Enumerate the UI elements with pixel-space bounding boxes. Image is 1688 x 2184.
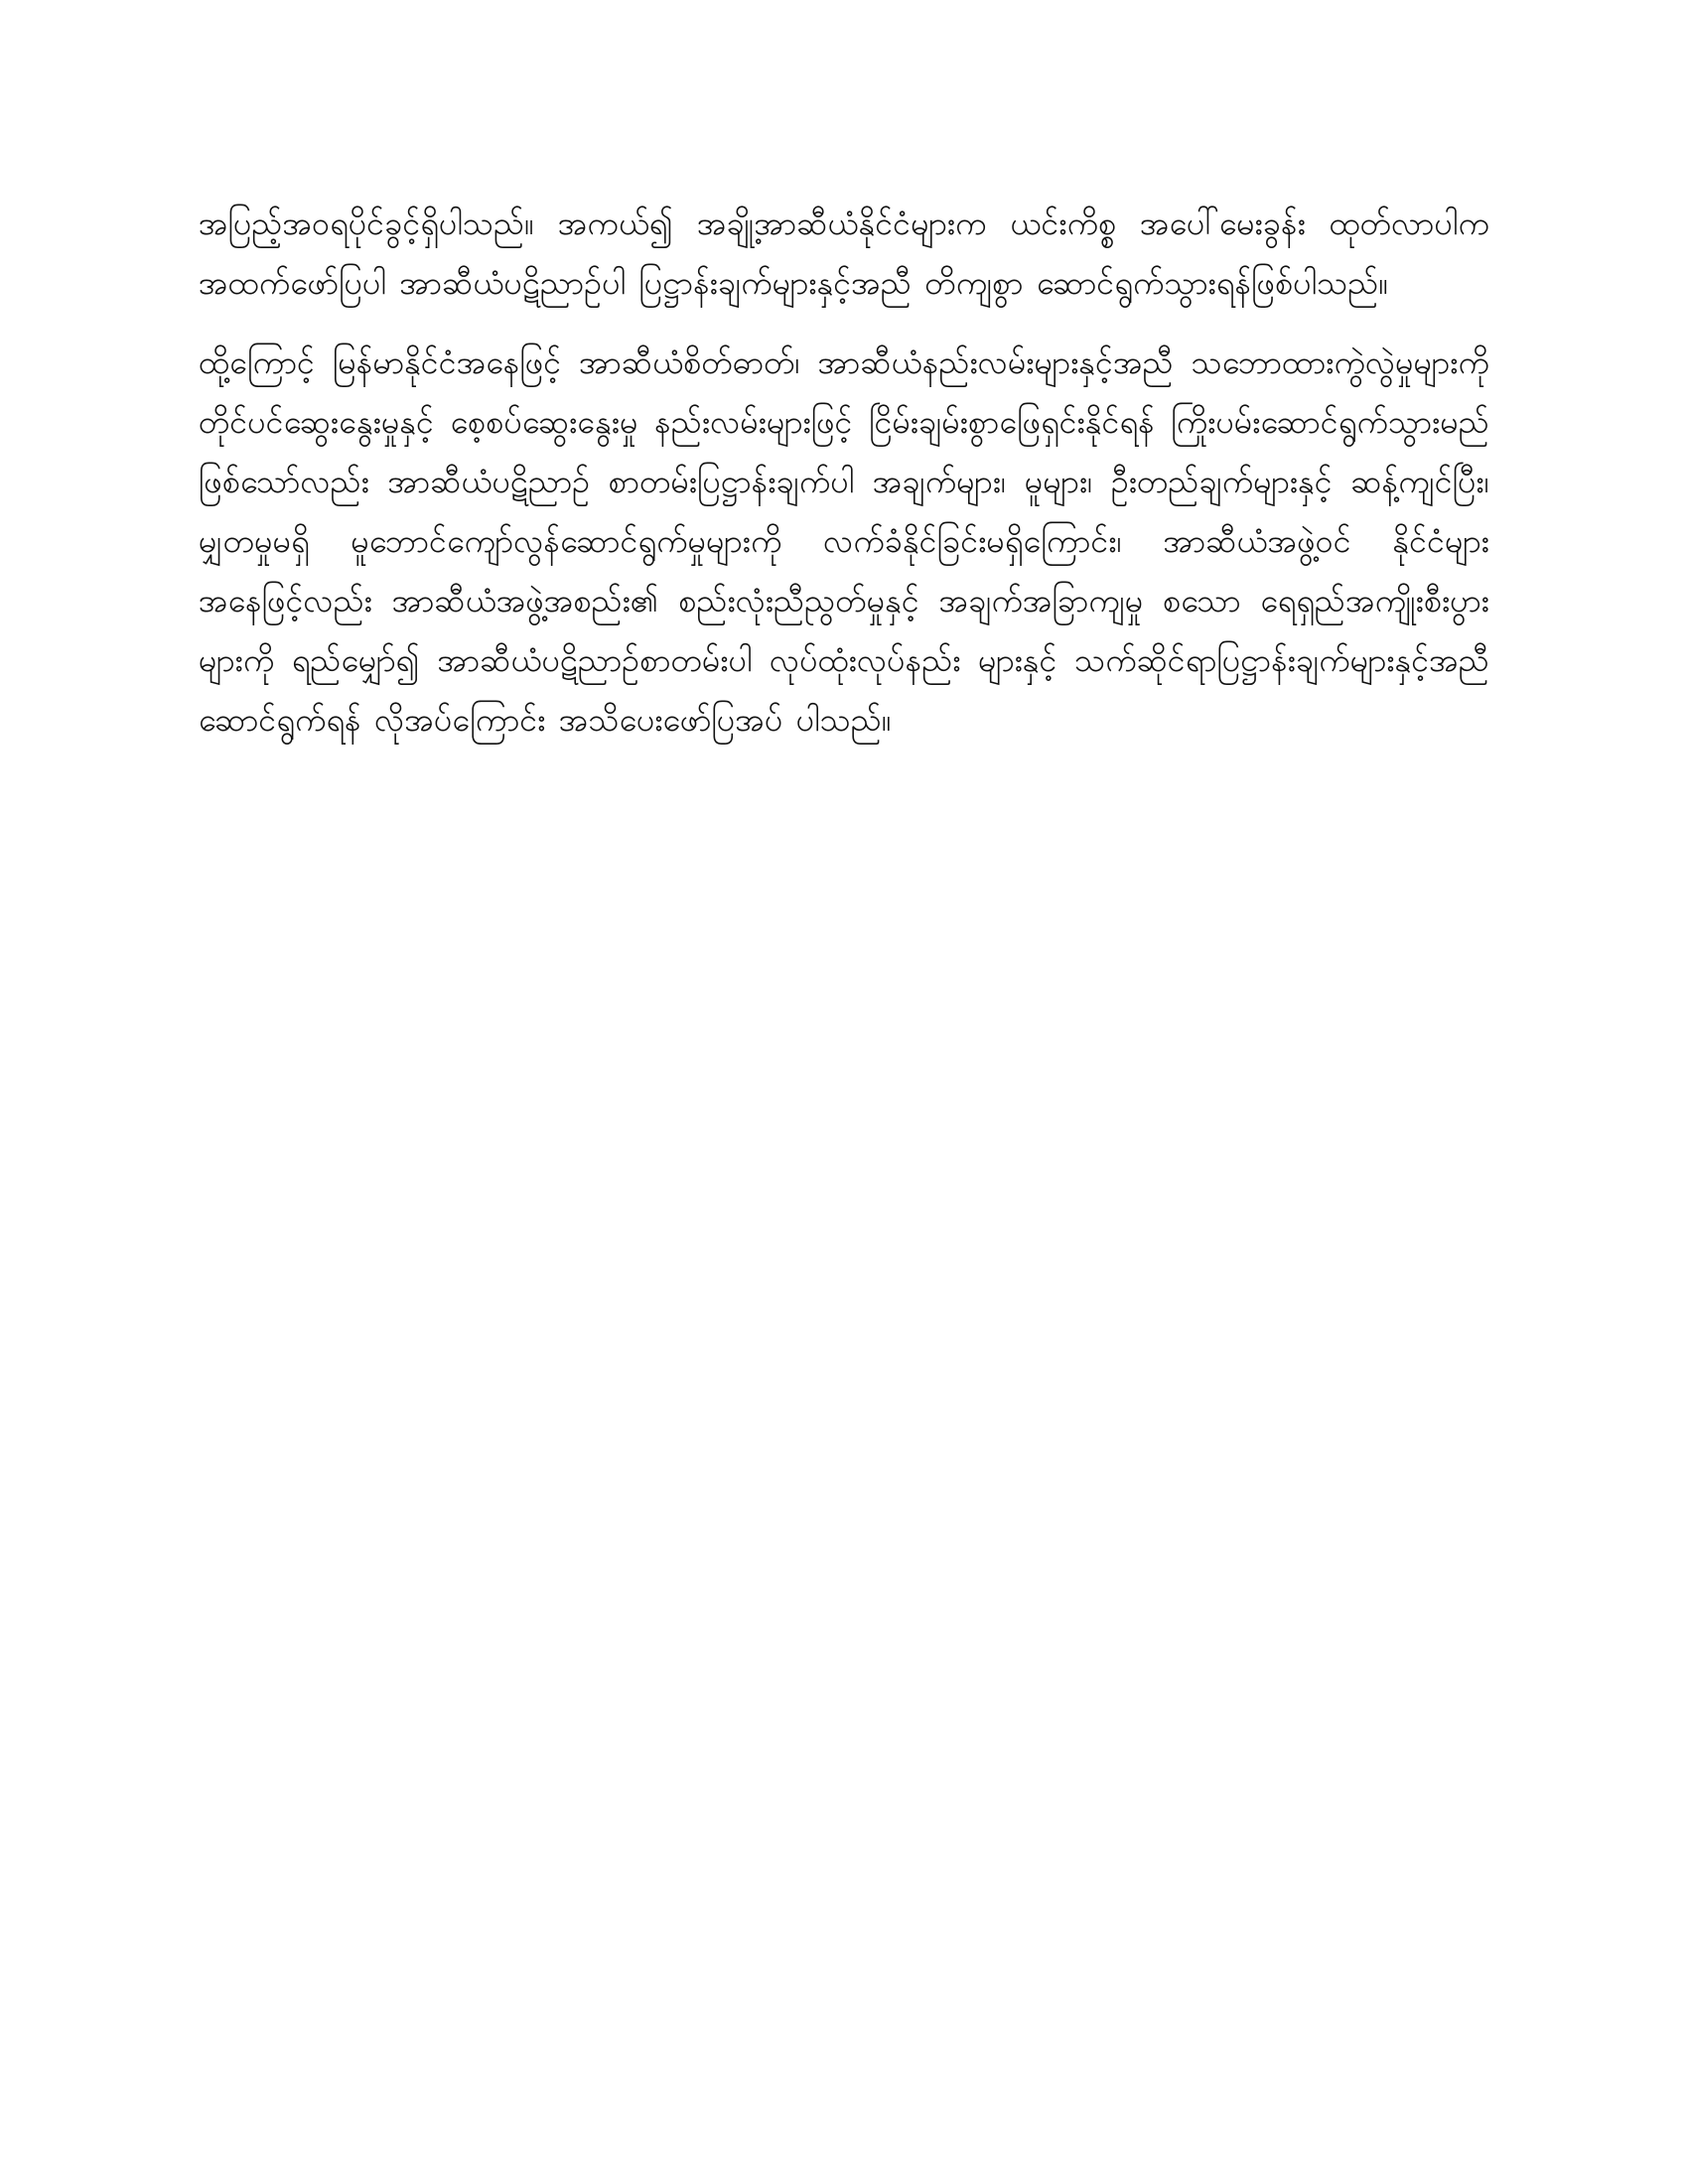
paragraph-1: အပြည့်အဝရပိုင်ခွင့်ရှိပါသည်။ အကယ်၍ အချို့အာဆီယံနိုင်ငံများက ယင်းကိစ္စ အပေါ်မေးခွန်း ထုတ်လာပါက အထက်ဖော်ပြပါ အာဆီယံပဋိညာဉ်ပါ ပြဋ္ဌာန်းချက်များနှင့်အညီ တိကျစွာ ဆောင်ရွက်သွားရန်ဖြစ်ပါသည်။ <box>199 205 1489 302</box>
document-body <box>199 194 1489 750</box>
paragraph-2: ထို့ကြောင့် မြန်မာနိုင်ငံအနေဖြင့် အာဆီယံစိတ်ဓာတ်၊ အာဆီယံနည်းလမ်းများနှင့်အညီ သဘောထားကွဲလွဲမှုများကို တိုင်ပင်ဆွေးနွေးမှုနှင့် စေ့စပ်ဆွေးနွေးမှု နည်းလမ်းများဖြင့် ငြိမ်းချမ်းစွာဖြေရှင်းနိုင်ရန် ကြိုးပမ်းဆောင်ရွက်သွားမည် ဖြစ်သော်လည်း အာဆီယံပဋိညာဉ် စာတမ်းပြဋ္ဌာန်းချက်ပါ အချက်များ၊ မူများ၊ ဦးတည်ချက်များနှင့် ဆန့်ကျင်ပြီး၊ မျှတမှုမရှိ မူဘောင်ကျော်လွန်ဆောင်ရွက်မှုများကို လက်ခံနိုင်ခြင်းမရှိကြောင်း၊ အာဆီယံအဖွဲ့ဝင် နိုင်ငံများ အနေဖြင့်လည်း အာဆီယံအဖွဲ့အစည်း၏ စည်းလုံးညီညွတ်မှုနှင့် အချက်အခြာကျမှု စသော ရေရှည်အကျိုးစီးပွားများကို ရည်မျှော်၍ အာဆီယံပဋိညာဉ်စာတမ်းပါ လုပ်ထုံးလုပ်နည်း များနှင့် သက်ဆိုင်ရာပြဋ္ဌာန်းချက်များနှင့်အညီ ဆောင်ရွက်ရန် လိုအပ်ကြောင်း အသိပေးဖော်ပြအပ် ပါသည်။ <box>199 343 1489 739</box>
